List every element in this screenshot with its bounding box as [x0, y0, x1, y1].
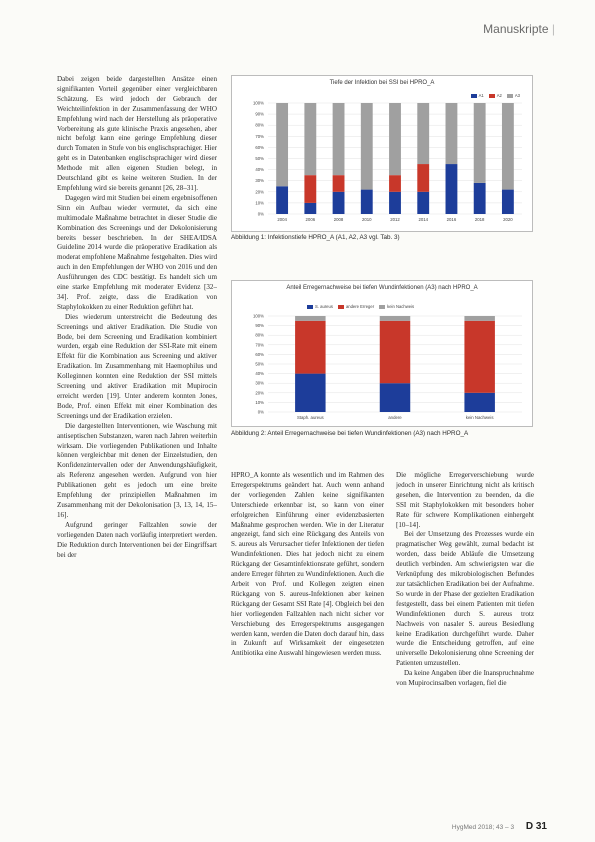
body-paragraph: Dagegen wird mit Studien bei einem ergebnisoffenen Sinn ein Aufbau wieder vermutet, da sich eine multimodale Maßnahme betrachtet in dieser Studie die Kombination des Screenings und der Dekolonisierung bereits besser beschrieben. In der SHEA/IDSA Guideline 2014 wurde die präoperative Eradikation als moderat empfohlene Maßnahme festgehalten. Dies wird auch in den Empfehlungen der WHO von 2016 und den Ausführungen des CDC bestätigt. Es handelt sich um eine starke Empfehlung mit moderater Evidenz [32–34]. Prof. zeigte, dass die Eradikation von Staphylokokken zu einer Reduktion geführt hat. — [57, 193, 217, 311]
x-tick-label: 2004 — [277, 217, 287, 222]
y-tick-label: 40% — [255, 371, 264, 377]
x-tick-label: andere — [388, 415, 402, 420]
legend-label: S. aureus — [315, 304, 333, 309]
body-paragraph: Die dargestellten Interventionen, wie Waschung mit antiseptischen Substanzen, waren nach Jahren weiterhin wirksam. Die vorliegenden Publikationen und Inhalte können vergleichbar mit denen der Einzelstudien, den Konfidenzintervallen oder der Anwendungshäufigkeit, als Referenz angesehen werden. Aufgrund von hier Publikationen geht es jedoch um eine breite Empfehlung der prinzipiellen Maßnahmen im Zusammenhang mit der Dekolonisation [3, 13, 14, 15–16]. — [57, 421, 217, 519]
legend-label: A3 — [514, 93, 520, 98]
y-tick-label: 50% — [255, 361, 264, 367]
y-tick-label: 70% — [255, 133, 264, 139]
x-tick-label: 2014 — [418, 217, 429, 222]
bar-segment — [417, 103, 429, 164]
middle-text-column — [231, 471, 384, 801]
x-tick-label: kein Nachweis — [465, 415, 494, 420]
bar-segment — [417, 192, 429, 214]
x-tick-label: 2018 — [474, 217, 485, 222]
y-tick-label: 0% — [257, 409, 264, 415]
x-tick-label: 2020 — [503, 217, 513, 222]
bar-segment — [380, 321, 410, 383]
legend-label: A1 — [478, 93, 484, 98]
bar-segment — [464, 316, 494, 321]
body-paragraph: Dabei zeigen beide dargestellten Ansätze einen signifikanten Vorteil gegenüber einer vergleichbaren Schätzung. Es wird jedoch der Gebrauch der Weichteilinfektion in der Zusammenfassung der WHO Empfehlung wird nach der Herstellung als präoperative Vorbereitung als gute klinische Praxis angesehen, aber nicht befolgt kann eine geringe Empfehlung dieser durch Tomaten in Stufe von bis englischsprachiger. Hier geht es in Datenbanken englischsprachiger wird dieser Methode mit allen eigenen Studien belegt, in Deutschland gibt es keine weiteren Studien. In der Empfehlung wird sie bereits genannt [26, 28–31]. — [57, 75, 217, 192]
y-tick-label: 70% — [255, 342, 264, 348]
body-paragraph: Dies wiederum unterstreicht die Bedeutung des Screenings und aktiver Eradikation. Die Studie von Bode, bei dem Screening und Eradikation kombiniert wurden, ergab eine Reduktion der SSI-Rate mit einem Effekt für die Kombination aus Screening und aktiver Eradikation. Im Zusammenhang mit Haemophilus und Kolleginnen konnten eine Reduktion der SSI mittels Screening und aktiver Eradikation mit Mupirocin erreicht werden [19]. Unter anderem konnten Jones, Bode, Prof. einen Effekt mit einer Kombination des Screenings und der Eradikation erzielen. — [57, 312, 217, 420]
bar-segment — [304, 175, 316, 203]
x-tick-label: Staph. aureus — [296, 415, 324, 420]
bar-segment — [502, 103, 514, 190]
y-tick-label: 50% — [255, 156, 264, 161]
section-title: Manuskripte — [483, 22, 549, 36]
body-paragraph: Da keine Angaben über die Inanspruchnahme von Mupirocinsalben vorlagen, fiel die — [396, 669, 534, 688]
y-tick-label: 90% — [255, 111, 264, 117]
bar-segment — [333, 192, 345, 214]
y-tick-label: 20% — [255, 390, 264, 396]
bar-segment — [295, 316, 325, 321]
bar-segment — [446, 164, 458, 214]
y-tick-label: 30% — [255, 380, 264, 386]
y-tick-label: 60% — [255, 351, 264, 357]
bar-segment — [464, 393, 494, 412]
y-tick-label: 30% — [255, 178, 264, 184]
bar-segment — [474, 183, 486, 214]
figure-1-caption: Abbildung 1: Infektionstiefe HPRO_A (A1, A2, A3 vgl. Tab. 3) — [231, 234, 400, 241]
bar-segment — [417, 164, 429, 192]
figure-2-title: Anteil Erregernachweise bei tiefen Wundinfektionen (A3) nach HPRO_A — [286, 285, 478, 291]
right-text-column — [396, 471, 534, 811]
y-tick-label: 0% — [257, 211, 264, 217]
x-tick-label: 2016 — [446, 217, 457, 222]
y-tick-label: 80% — [255, 332, 264, 338]
bar-segment — [389, 175, 401, 192]
legend-label: kein Nachweis — [387, 304, 415, 309]
bar-segment — [380, 383, 410, 412]
bar-segment — [380, 316, 410, 321]
middle-paragraph: HPRO_A konnte als wesentlich und im Rahmen des Erregerspektrums geändert hat. Auch wenn anhand der vorliegenden Zahlen keine signifikanten Unterschiede erkennbar ist, so kann von einer erfolgreichen Einführung einer evidenzbasierten Maßnahme gesprochen werden. Wie in der Literatur angezeigt, fand sich eine Rückgang des Anteils von S. aureus als Verursacher tiefer Infektionen der tiefen Wundinfektionen. Dies hat jedoch nicht zu einem Rückgang der Gesamtinfektionsrate geführt, sondern andere Erreger führten zu Wundinfektionen. Auch die Arbeit von Prof. und Kollegen zeigten einen Rückgang von S. aureus-Infektionen aber keinen Rückgang der Gesamt SSI Rate [4]. Obgleich bei den hier vorliegenden Fallzahlen nach nicht sicher vor Verschiebung des Erregerspektrums ausgegangen werden kann, werden die Daten doch darauf hin, dass in Zukunft auf Wirksamkeit der eingesetzten Antibiotika eine Auswahl hingewiesen werden muss. — [231, 471, 384, 658]
y-tick-label: 100% — [253, 313, 264, 319]
left-text-column — [57, 75, 217, 813]
journal-reference: HygMed 2018; 43 – 3 — [451, 824, 515, 831]
bar-segment — [295, 321, 325, 374]
y-tick-label: 10% — [255, 399, 264, 405]
bar-segment — [361, 103, 373, 190]
bar-segment — [295, 374, 325, 412]
bar-segment — [333, 175, 345, 192]
bar-segment — [276, 186, 288, 214]
bar-segment — [304, 103, 316, 175]
y-tick-label: 80% — [255, 122, 264, 128]
bar-segment — [304, 203, 316, 214]
bar-segment — [474, 103, 486, 183]
page-footer — [452, 821, 547, 832]
x-tick-label: 2010 — [361, 217, 372, 222]
bar-segment — [464, 321, 494, 393]
figure-1-title: Tiefe der Infektion bei SSI bei HPRO_A — [329, 80, 435, 86]
body-paragraph: Die mögliche Erregerverschiebung wurde jedoch in unserer Einrichtung nicht als kritisch gesehen, die Intervention zu beenden, da die SSI mit Staphylokokken mit besonders hoher Rate für schwere Komplikationen einhergeht [10–14]. — [396, 471, 534, 529]
figure-2-caption: Abbildung 2: Anteil Erregernachweise bei tiefen Wundinfektionen (A3) nach HPRO_A — [231, 430, 469, 437]
body-paragraph: Bei der Umsetzung des Prozesses wurde ein pragmatischer Weg gewählt, zumal bedacht ist worden, dass beide Abläufe die Umsetzung deutlich verbinden. Am schwierigsten war die Verknüpfung des mikrobiologischen Befundes zur tatsächlichen Eradikation bei der Aufnahme. So wurde in der Phase der gezielten Eradikation festgestellt, dass bei einem Patienten mit tiefen Wundinfektionen durch S. aureus trotz Nachweis von nasaler S. aureus Besiedlung keine Eradikation durchgeführt wurde. Daher wurde die Entscheidung getroffen, auf eine universelle Dekolonisierung ohne Screening der Patienten umzustellen. — [396, 530, 534, 668]
y-tick-label: 100% — [253, 100, 264, 106]
y-tick-label: 90% — [255, 323, 264, 329]
y-tick-label: 20% — [255, 189, 264, 195]
x-tick-label: 2008 — [333, 217, 344, 222]
page-number: D 31 — [525, 821, 547, 832]
x-tick-label: 2012 — [390, 217, 400, 222]
bar-segment — [446, 103, 458, 164]
bar-segment — [389, 103, 401, 175]
bar-segment — [502, 190, 514, 214]
figure-1-chart — [231, 75, 533, 232]
legend-label: andere Erreger — [345, 304, 375, 309]
y-tick-label: 10% — [255, 200, 264, 206]
x-tick-label: 2006 — [305, 217, 316, 222]
bar-segment — [389, 192, 401, 214]
y-tick-label: 40% — [255, 167, 264, 173]
bar-segment — [276, 103, 288, 186]
body-paragraph: Aufgrund geringer Fallzahlen sowie der vorliegenden Daten nach vorläufig interpretiert werden. Die Reduktion durch Interventionen bei der Eingriffsart bei der — [57, 520, 217, 559]
bar-segment — [333, 103, 345, 175]
legend-label: A2 — [496, 93, 502, 98]
journal-section-header: Manuskripte | — [483, 22, 555, 36]
bar-segment — [361, 190, 373, 214]
y-tick-label: 60% — [255, 144, 264, 150]
figure-2-chart — [231, 280, 533, 427]
